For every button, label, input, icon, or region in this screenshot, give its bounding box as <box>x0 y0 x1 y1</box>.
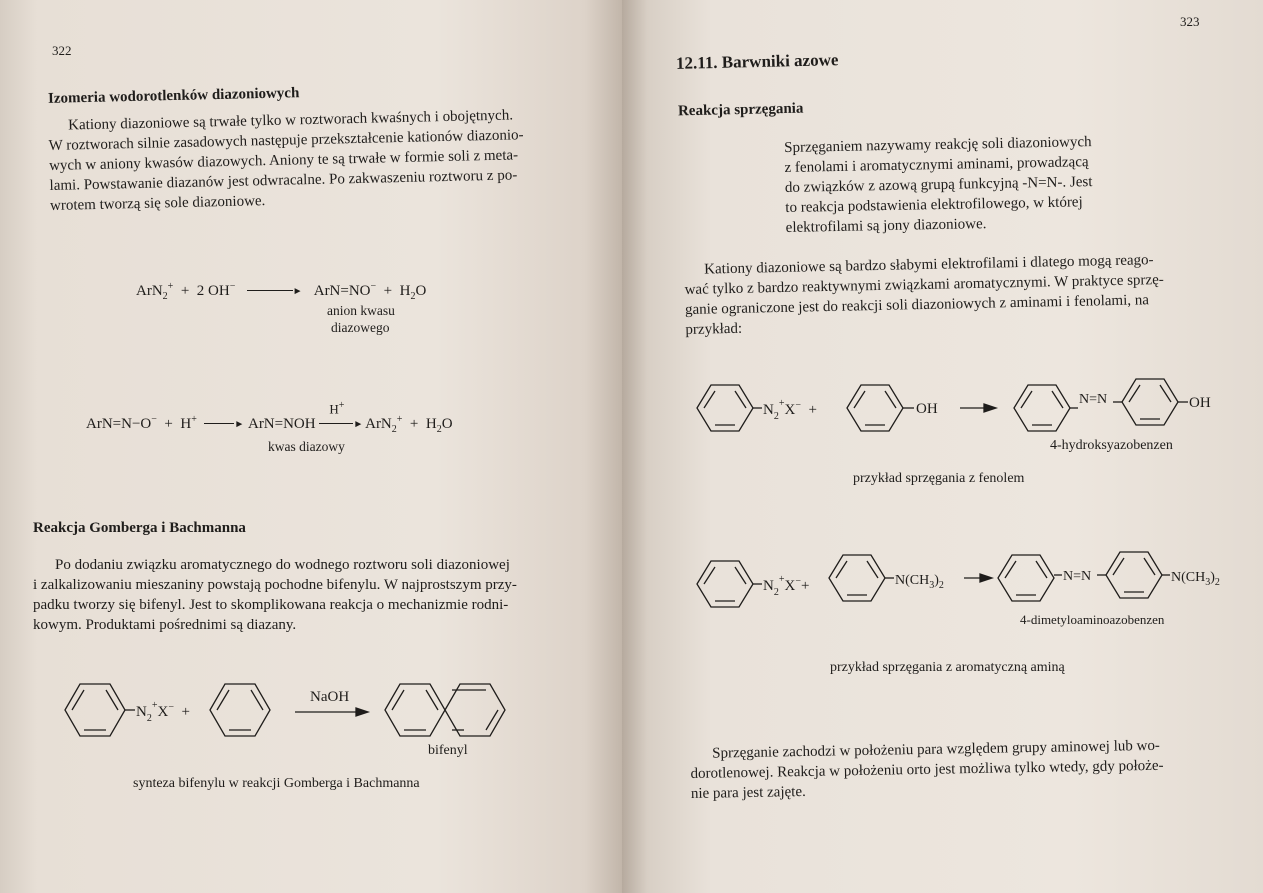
text-line: Kationy diazoniowe są trwałe tylko w roztworach kwaśnych i obojętnych. <box>68 107 514 134</box>
reagent-naoh: NaOH <box>310 689 350 705</box>
svg-text:N(CH3)2: $N(CH_3)_2$ <box>1171 570 1220 588</box>
text-line: elektrofilami są jony diazoniowe. <box>785 216 987 236</box>
benzene-ring <box>697 561 753 607</box>
text-line: wrotem tworzą się sole diazoniowe. <box>49 193 266 214</box>
definition-box <box>784 131 1138 238</box>
azo-dye-product <box>998 552 1220 601</box>
paragraph-elektrofile <box>684 249 1214 340</box>
phenol-coupling-scheme <box>692 372 1232 442</box>
page-number-right: 323 <box>1180 14 1200 29</box>
diazonium-salt-label: $N_2^+X^-$ + <box>763 398 817 422</box>
caption-gomberg: synteza bifenylu w reakcji Gomberga i Bachmanna <box>133 776 420 791</box>
biphenyl-synthesis-scheme <box>50 670 550 750</box>
text-line: kowym. Produktami pośrednimi są diazany. <box>33 617 297 633</box>
dimethylamino-label: $N(CH_3)_2$ <box>895 573 944 591</box>
diazonium-salt-label: $N_2^+X^-+$ <box>763 574 810 598</box>
azobenzene-product <box>1014 379 1211 431</box>
svg-text:OH: OH <box>1189 395 1211 411</box>
label-diazowego: diazowego <box>331 320 390 335</box>
section-heading-sprzeganie: Reakcja sprzęgania <box>677 100 804 120</box>
text-line: Sprzęganiem nazywamy reakcję soli diazoniowych <box>784 134 1092 156</box>
equation-diazonium-base: ArN$_2$+ + 2 OH− ► $ArN=NO^- + H_2O$ <box>136 281 427 302</box>
text-line: i zalkalizowaniu mieszaniny powstają pochodne bifenylu. W najprostszym przy- <box>33 577 517 593</box>
benzene-ring <box>65 684 125 736</box>
text-line: nie para jest zajęte. <box>690 783 806 802</box>
text-line: wać tylko z bardzo reaktywnymi związkami aromatycznymi. W praktyce sprzę- <box>684 271 1164 298</box>
caption-amine-coupling: przykład sprzęgania z aromatyczną aminą <box>830 660 1065 675</box>
section-heading-izomeria: Izomeria wodorotlenków diazoniowych <box>47 85 300 107</box>
text-line: dorotlenowej. Reakcja w położeniu orto jest możliwa tylko wtedy, gdy położe- <box>690 757 1164 782</box>
text-line: padku tworzy się bifenyl. Jest to skomplikowana reakcja o mechanizmie rodni- <box>33 597 509 613</box>
benzene-ring <box>210 684 270 736</box>
text-line: wych w aniony kwasów diazowych. Aniony te są trwałe w formie soli z meta- <box>48 147 519 174</box>
text-line: z fenolami i aromatycznymi aminami, prowadzącą <box>784 154 1089 176</box>
arrow-head <box>356 708 368 716</box>
arrow-head <box>980 574 992 582</box>
arrow-head <box>984 404 996 412</box>
product-label-dimetyloaminoazobenzen: 4-dimetyloaminoazobenzen <box>1020 612 1165 627</box>
biphenyl-product <box>385 684 505 736</box>
amine-coupling-scheme <box>692 548 1252 618</box>
text-line: Kationy diazoniowe są bardzo słabymi elektrofilami i dlatego mogą reago- <box>704 252 1154 278</box>
text-line: Sprzęganie zachodzi w położeniu para względem grupy aminowej lub wo- <box>712 737 1161 762</box>
oh-group-label: OH <box>916 401 938 417</box>
product-label-hydroksyazobenzen: 4-hydroksyazobenzen <box>1050 438 1173 453</box>
text-line: lami. Powstawanie diazanów jest odwracalne. Po zakwaszeniu roztworu z po- <box>49 167 518 194</box>
label-kwas-diazowy: kwas diazowy <box>268 439 345 454</box>
text-line: W roztworach silnie zasadowych następuje przekształcenie kationów diazonio- <box>48 127 524 154</box>
paragraph-izomeria <box>48 104 560 216</box>
diazonium-salt-label: $N_2^+X^-$ + <box>136 700 190 724</box>
text-line: Po dodaniu związku aromatycznego do wodnego roztworu soli diazoniowej <box>55 557 510 573</box>
text-line: ganie ograniczone jest do reakcji soli diazoniowych z aminami i fenolami, na <box>684 292 1150 318</box>
chapter-title: 12.11. Barwniki azowe <box>675 50 839 73</box>
left-page <box>0 0 622 893</box>
svg-text:N=N: N=N <box>1063 569 1092 584</box>
svg-text:N=N: N=N <box>1079 392 1108 407</box>
caption-phenol-coupling: przykład sprzęgania z fenolem <box>853 471 1025 486</box>
page-number-left: 322 <box>52 43 72 58</box>
product-label-bifenyl: bifenyl <box>428 743 468 758</box>
section-heading-gomberg: Reakcja Gomberga i Bachmanna <box>33 520 246 536</box>
right-page <box>622 0 1263 893</box>
benzene-ring <box>829 555 885 601</box>
text-line: przykład: <box>685 320 743 338</box>
paragraph-para-orto <box>690 735 1235 804</box>
text-line: to reakcja podstawienia elektrofilowego, w której <box>785 194 1083 216</box>
label-anion-kwasu: anion kwasu <box>327 303 395 318</box>
benzene-ring <box>697 385 753 431</box>
paragraph-gomberg <box>33 555 563 635</box>
text-line: do związków z azową grupą funkcyjną -N=N-. Jest <box>784 174 1093 196</box>
benzene-ring <box>847 385 903 431</box>
equation-diazo-acid: ArN=N−O− + H+ ► ArN=NOH H+ ► $ArN_2^+ + H_2O$ <box>86 400 453 435</box>
